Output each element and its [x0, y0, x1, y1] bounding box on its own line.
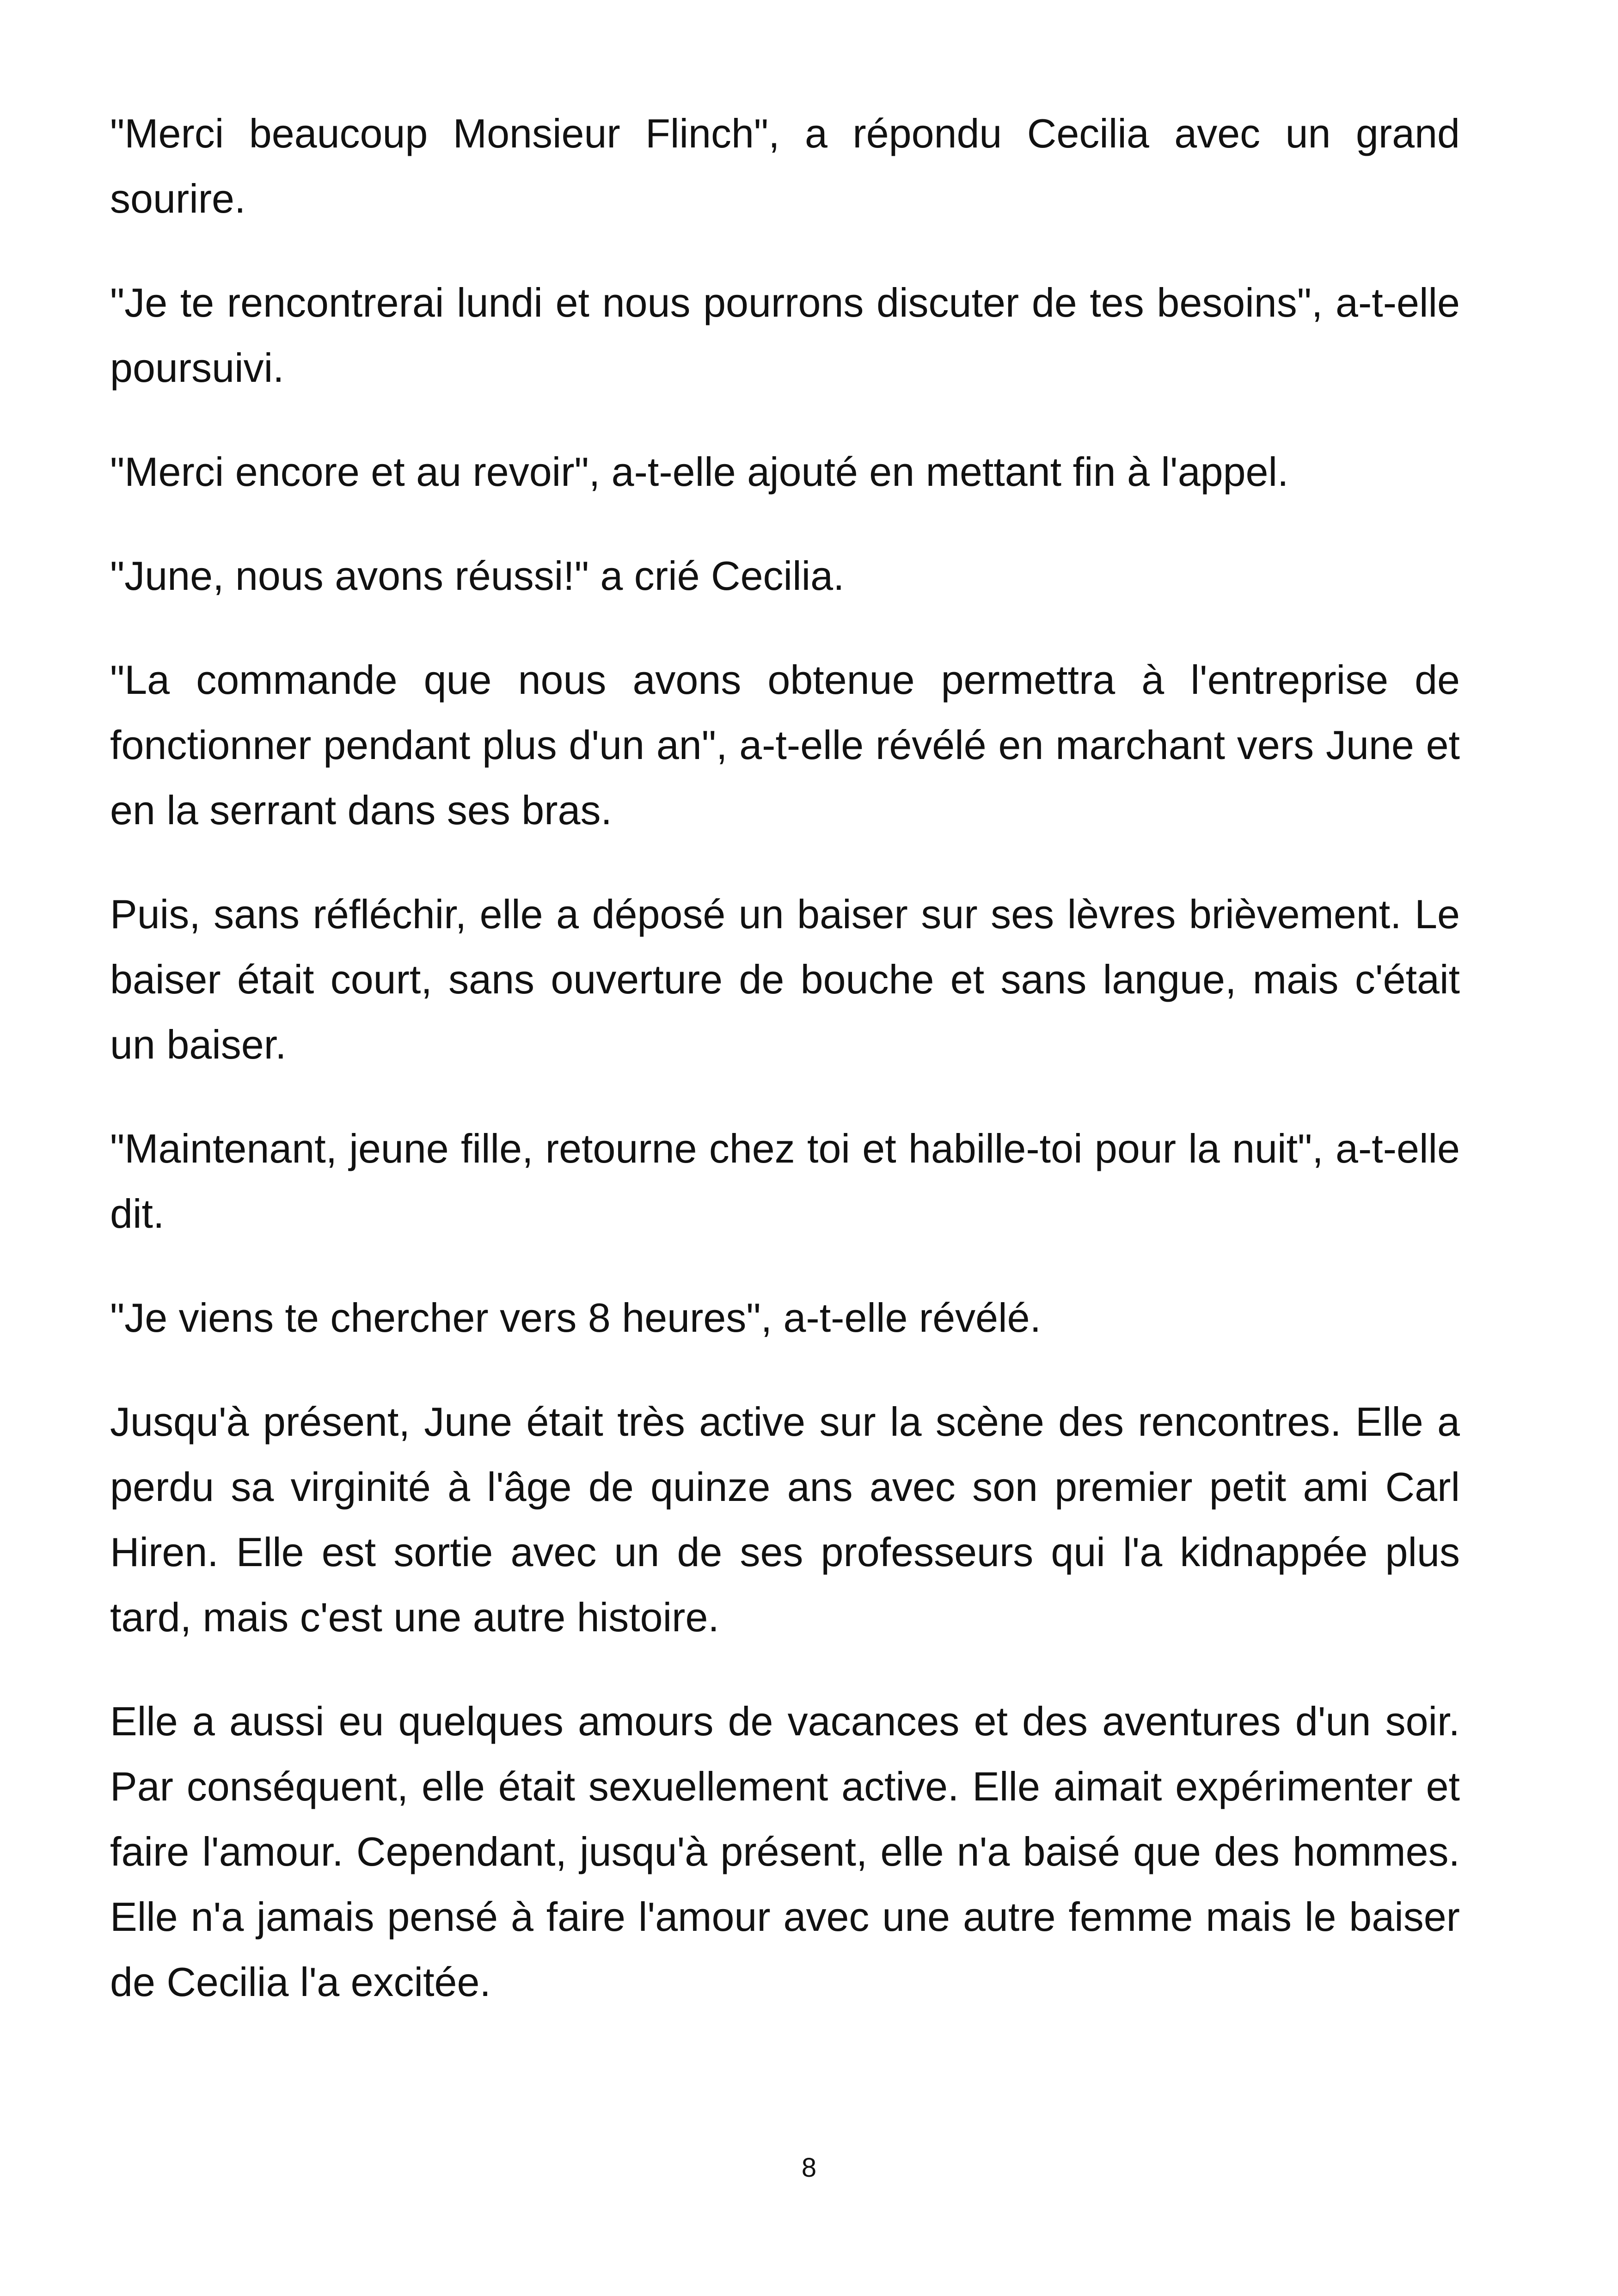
paragraph: "Je te rencontrerai lundi et nous pourrons discuter de tes besoins", a-t-elle poursuivi. — [110, 280, 1460, 391]
paragraph: "La commande que nous avons obtenue permettra à l'entreprise de fonctionner pendant plus d'un an", a-t-elle révélé en marchant vers June et en la serrant dans ses bras. — [110, 657, 1460, 833]
paragraph: "Merci encore et au revoir", a-t-elle ajouté en mettant fin à l'appel. — [110, 449, 1289, 495]
body-text — [110, 101, 1460, 2053]
paragraph: "Maintenant, jeune fille, retourne chez toi et habille-toi pour la nuit", a-t-elle dit. — [110, 1126, 1460, 1237]
paragraph: Jusqu'à présent, June était très active sur la scène des rencontres. Elle a perdu sa virginité à l'âge de quinze ans avec son premier petit ami Carl Hiren. Elle est sortie avec un de ses professeurs qui l'a kidnappée plus tard, mais c'est une autre histoire. — [110, 1399, 1460, 1640]
paragraph: Puis, sans réfléchir, elle a déposé un baiser sur ses lèvres brièvement. Le baiser était court, sans ouverture de bouche et sans langue, mais c'était un baiser. — [110, 891, 1460, 1067]
paragraph: "Merci beaucoup Monsieur Flinch", a répondu Cecilia avec un grand sourire. — [110, 110, 1460, 221]
paragraph: Elle a aussi eu quelques amours de vacances et des aventures d'un soir. Par conséquent, elle était sexuellement active. Elle aimait expérimenter et faire l'amour. Cependant, jusqu'à présent, elle n'a baisé que des hommes. Elle n'a jamais pensé à faire l'amour avec une autre femme mais le baiser de Cecilia l'a excitée. — [110, 1698, 1460, 2005]
page-number: 8 — [801, 2153, 817, 2183]
paragraph: "June, nous avons réussi!" a crié Cecilia. — [110, 553, 845, 599]
paragraph: "Je viens te chercher vers 8 heures", a-t-elle révélé. — [110, 1295, 1042, 1341]
